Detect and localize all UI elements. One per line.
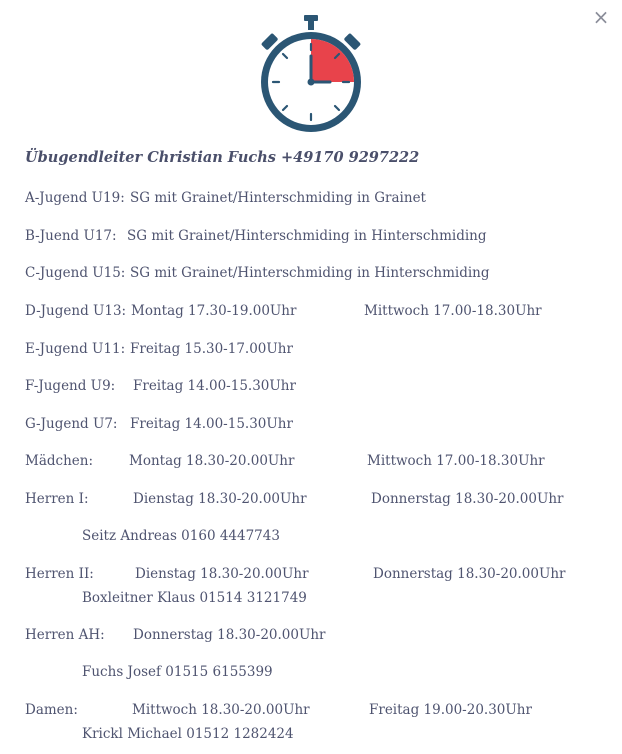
- contact-person: Fuchs Josef 01515 6155399: [82, 664, 273, 680]
- team-name: Damen:: [25, 702, 78, 718]
- team-name: E-Jugend U11:: [25, 341, 126, 357]
- training-time: Donnerstag 18.30-20.00Uhr: [133, 627, 326, 643]
- schedule-row: [0, 662, 622, 682]
- close-button[interactable]: [590, 6, 612, 28]
- training-time: Dienstag 18.30-20.00Uhr: [135, 566, 309, 582]
- training-time: Freitag 14.00-15.30Uhr: [133, 378, 296, 394]
- team-name: F-Jugend U9:: [25, 378, 116, 394]
- training-time: SG mit Grainet/Hinterschmiding in Hinterschmiding: [127, 228, 487, 244]
- schedule-row: [0, 564, 622, 584]
- schedule-row: [0, 451, 622, 471]
- team-name: B-Juend U17:: [25, 228, 117, 244]
- schedule-row: [0, 188, 622, 208]
- training-time-second: Freitag 19.00-20.30Uhr: [369, 702, 532, 718]
- team-name: Mädchen:: [25, 453, 94, 469]
- schedule-row: [0, 376, 622, 396]
- schedule-row: [0, 414, 622, 434]
- schedule-row: [0, 724, 622, 744]
- training-time: Freitag 14.00-15.30Uhr: [130, 416, 293, 432]
- team-name: G-Jugend U7:: [25, 416, 118, 432]
- training-time: SG mit Grainet/Hinterschmiding in Grainet: [130, 190, 426, 206]
- close-icon: ×: [592, 5, 610, 29]
- schedule-row: [0, 588, 622, 608]
- team-name: Herren II:: [25, 566, 94, 582]
- schedule-row: [0, 263, 622, 283]
- training-time-second: Mittwoch 17.00-18.30Uhr: [364, 303, 542, 319]
- team-name: D-Jugend U13:: [25, 303, 127, 319]
- stopwatch-icon: [258, 14, 364, 134]
- training-time: Dienstag 18.30-20.00Uhr: [133, 491, 307, 507]
- schedule-row: [0, 339, 622, 359]
- schedule-row: [0, 301, 622, 321]
- team-name: Herren I:: [25, 491, 89, 507]
- team-name: Herren AH:: [25, 627, 105, 643]
- training-time-second: Donnerstag 18.30-20.00Uhr: [371, 491, 564, 507]
- schedule-row: [0, 489, 622, 509]
- schedule-row: [0, 625, 622, 645]
- contact-person: Boxleitner Klaus 01514 3121749: [82, 590, 307, 606]
- contact-person: Seitz Andreas 0160 4447743: [82, 528, 280, 544]
- team-name: A-Jugend U19:: [25, 190, 125, 206]
- contact-person: Krickl Michael 01512 1282424: [82, 726, 294, 742]
- training-time: SG mit Grainet/Hinterschmiding in Hinterschmiding: [130, 265, 490, 281]
- training-time: Montag 18.30-20.00Uhr: [129, 453, 295, 469]
- training-time-second: Donnerstag 18.30-20.00Uhr: [373, 566, 566, 582]
- training-time-second: Mittwoch 17.00-18.30Uhr: [367, 453, 545, 469]
- schedule-row: [0, 700, 622, 720]
- training-time: Mittwoch 18.30-20.00Uhr: [132, 702, 310, 718]
- training-time: Montag 17.30-19.00Uhr: [131, 303, 297, 319]
- training-time: Freitag 15.30-17.00Uhr: [130, 341, 293, 357]
- schedule-row: [0, 226, 622, 246]
- schedule-row: [0, 526, 622, 546]
- team-name: C-Jugend U15:: [25, 265, 126, 281]
- coach-heading: Übugendleiter Christian Fuchs +49170 9297222: [25, 149, 420, 166]
